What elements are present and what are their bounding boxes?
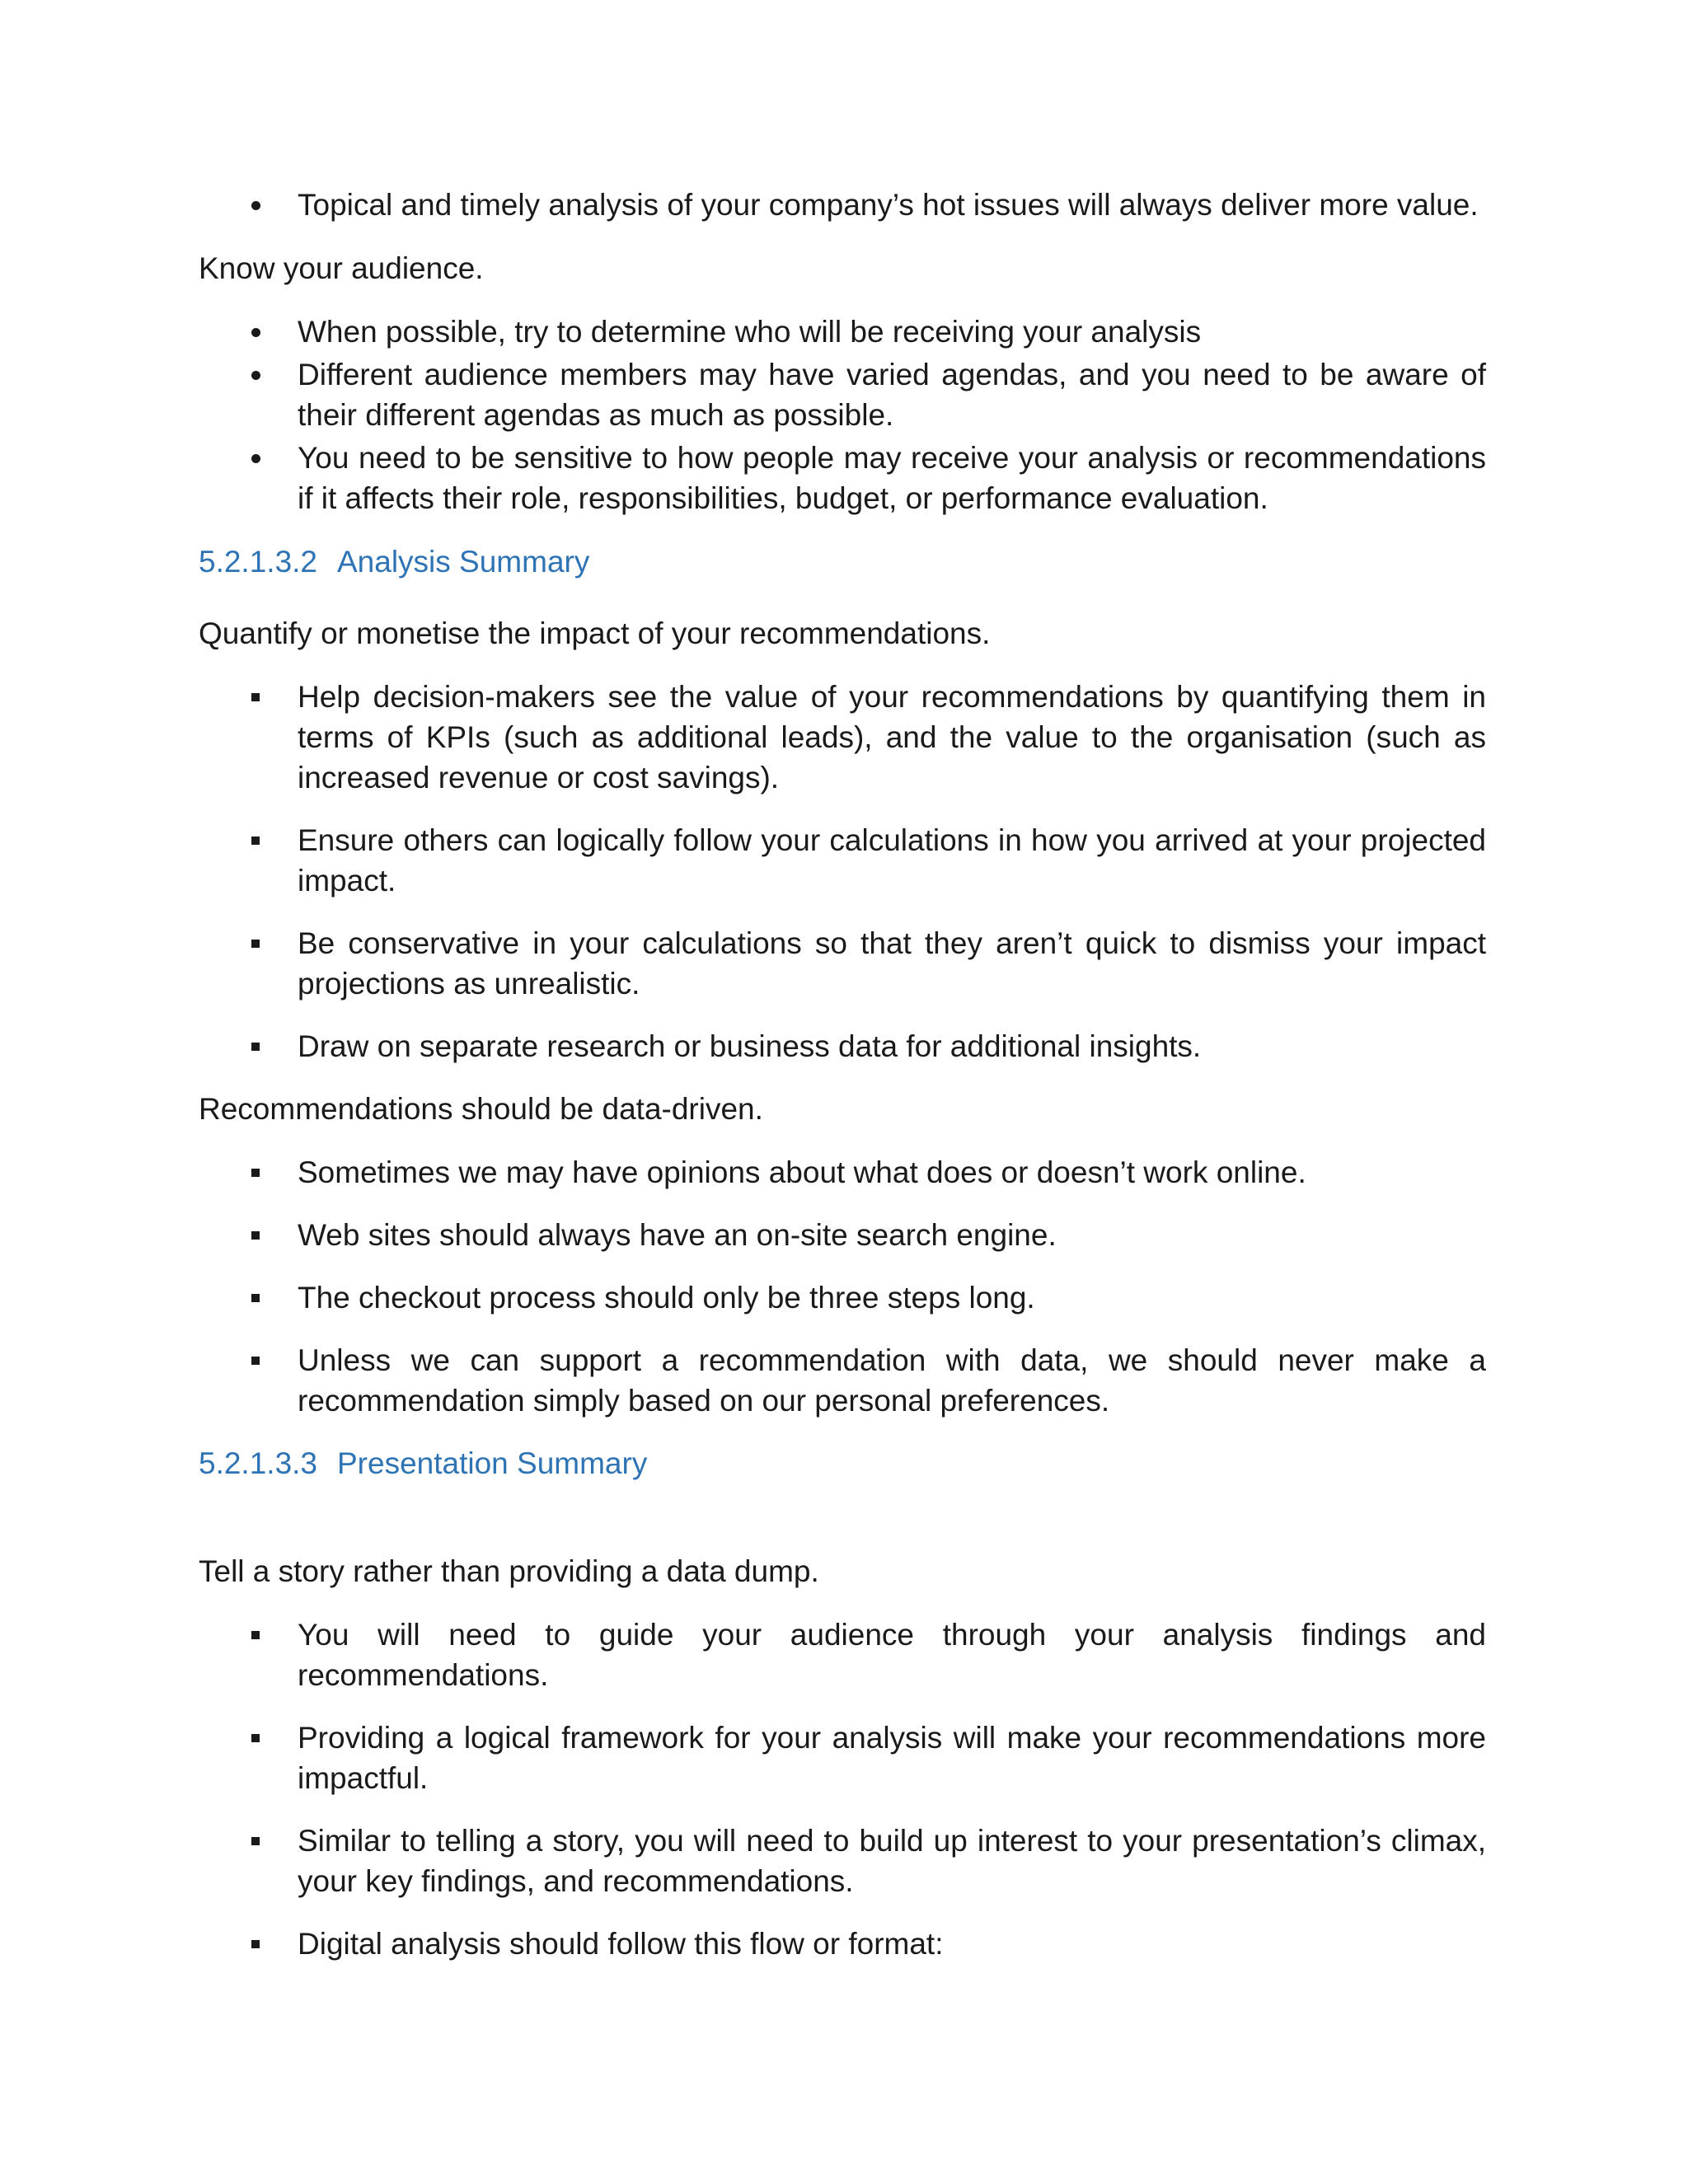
section-title: Analysis Summary [337,545,590,579]
list-item-text: Digital analysis should follow this flow or format: [298,1927,944,1961]
document-body [199,185,1486,1986]
list-item-text: Be conservative in your calculations so that they aren’t quick to dismiss your impact projections as unrealistic. [298,926,1486,1001]
list-item-text: Web sites should always have an on-site search engine. [298,1218,1057,1252]
square-bullet-icon [248,1152,273,1193]
section-number: 5.2.1.3.3 [199,1446,318,1480]
bullet-list-intro [199,185,1486,225]
disc-bullet-icon [248,354,273,395]
list-item-text: Different audience members may have varied agendas, and you need to be aware of their different agendas as much as possible. [298,358,1486,432]
list-item [199,1277,1486,1318]
list-item [199,820,1486,901]
bullet-list-audience [199,312,1486,518]
spacer [199,1515,1486,1551]
list-item [199,312,1486,352]
section-number: 5.2.1.3.2 [199,545,318,579]
square-bullet-icon [248,1215,273,1255]
section-heading-presentation-summary [199,1443,1486,1483]
nested-bullet-list [199,1215,1486,1318]
square-bullet-icon [248,1615,273,1655]
square-bullet-icon [248,1924,273,1964]
presentation-lead: Tell a story rather than providing a data dump. [199,1554,819,1588]
disc-bullet-icon [248,438,273,478]
list-item [199,185,1486,225]
list-item [199,1340,1486,1421]
list-item-text: Draw on separate research or business data for additional insights. [298,1029,1202,1063]
disc-bullet-icon [248,312,273,352]
list-item [199,354,1486,435]
list-item-text: Topical and timely analysis of your company’s hot issues will always deliver more value. [298,188,1479,222]
nested-list-container [199,1215,1486,1318]
square-bullet-icon [248,923,273,963]
bullet-list-quantify [199,677,1486,1066]
list-item-text: You will need to guide your audience through your analysis findings and recommendations. [298,1618,1486,1692]
list-item-text: When possible, try to determine who will be receiving your analysis [298,315,1202,349]
square-bullet-icon [248,820,273,860]
square-bullet-icon [248,1821,273,1861]
section-title: Presentation Summary [337,1446,648,1480]
list-item-text: You need to be sensitive to how people may receive your analysis or recommendations if it affects their role, responsibilities, budget, or performance evaluation. [298,441,1486,515]
list-item-text: Sometimes we may have opinions about what does or doesn’t work online. [298,1155,1306,1189]
list-item [199,1821,1486,1901]
list-item-text: Providing a logical framework for your analysis will make your recommendations more impactful. [298,1721,1486,1795]
list-item-text: Help decision-makers see the value of your recommendations by quantifying them in terms of KPIs (such as additional leads), and the value to the organisation (such as increased revenue or cost savings). [298,680,1486,794]
disc-bullet-icon [248,185,273,225]
list-item [199,1026,1486,1066]
list-item [199,1152,1486,1193]
list-item-text: The checkout process should only be three steps long. [298,1281,1035,1315]
list-item-text: Similar to telling a story, you will need to build up interest to your presentation’s climax, your key findings, and recommendations. [298,1824,1486,1898]
square-bullet-icon [248,1340,273,1380]
list-item [199,1215,1486,1255]
know-audience-lead: Know your audience. [199,251,484,285]
square-bullet-icon [248,677,273,717]
list-item [199,1924,1486,1964]
list-item [199,1615,1486,1695]
data-driven-lead: Recommendations should be data-driven. [199,1092,763,1126]
section-heading-analysis-summary [199,541,1486,582]
list-item-text: Ensure others can logically follow your calculations in how you arrived at your projected impact. [298,823,1486,898]
list-item [199,438,1486,518]
square-bullet-icon [248,1718,273,1758]
bullet-list-story [199,1615,1486,1964]
bullet-list-data-driven [199,1152,1486,1421]
analysis-lead: Quantify or monetise the impact of your recommendations. [199,616,991,650]
list-item [199,923,1486,1004]
square-bullet-icon [248,1277,273,1318]
list-item [199,677,1486,798]
list-item-text: Unless we can support a recommendation with data, we should never make a recommendation simply based on our personal preferences. [298,1343,1486,1418]
list-item [199,1718,1486,1798]
square-bullet-icon [248,1026,273,1066]
